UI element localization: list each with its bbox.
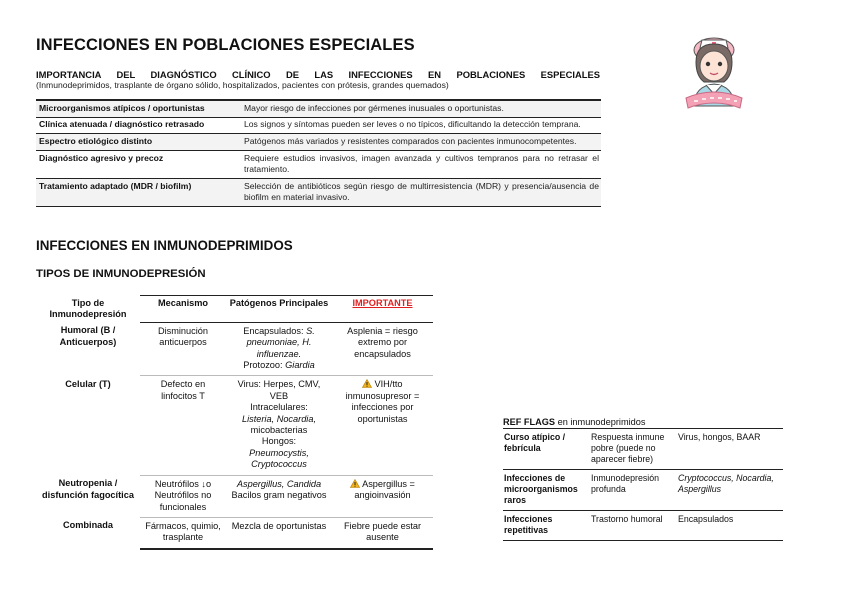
importante-text: Aspergillus = angioinvasión [354, 478, 415, 501]
pat-text: Protozoo: [243, 360, 286, 371]
ref-agents: Virus, hongos, BAAR [678, 432, 761, 442]
patogenos-cell [226, 475, 332, 517]
importante-cell: Asplenia = riesgo extremo por encapsulados [332, 322, 433, 376]
tipo-cell: Combinada [62, 520, 114, 531]
mecanismo-cell: Fármacos, quimio, trasplante [140, 517, 226, 548]
ref-flags-bold: REF FLAGS [503, 417, 556, 427]
pat-text: Bacilos gram negativos [231, 490, 327, 501]
header-importante: IMPORTANTE [332, 296, 433, 323]
ref-key: Curso atípico / febrícula [504, 432, 566, 453]
table-row [36, 475, 433, 517]
importance-value: Selección de antibióticos según riesgo de multirresistencia (MDR) y presencia/ausencia de biofilm en material invasivo. [241, 179, 601, 207]
importance-key: Tratamiento adaptado (MDR / biofilm) [36, 179, 241, 207]
importante-cell: Fiebre puede estar ausente [332, 517, 433, 548]
table-row [36, 100, 601, 117]
pat-italic: S. pneumoniae, H. influenzae. [246, 325, 315, 359]
mecanismo-cell [140, 475, 226, 517]
table-row [36, 151, 601, 179]
importance-subtitle: (Inmunodeprimidos, trasplante de órgano sólido, hospitalizados, pacientes con prótesis, grandes quemados) [36, 80, 449, 90]
table-row [503, 429, 783, 470]
warning-icon [362, 379, 372, 388]
importance-key: Microorganismos atípicos / oportunistas [36, 100, 241, 117]
tipo-cell: Humoral (B / Anticuerpos) [59, 325, 117, 347]
importance-key: Espectro etiológico distinto [36, 134, 241, 151]
mecanismo-cell: Disminución anticuerpos [140, 322, 226, 376]
ref-agents: Encapsulados [678, 514, 734, 524]
ref-desc: Respuesta inmune pobre (puede no aparecer fiebre) [591, 432, 665, 464]
nurse-logo-icon [672, 28, 756, 112]
ref-key: Infecciones de microorganismos raros [504, 473, 578, 505]
importance-heading: IMPORTANCIA DEL DIAGNÓSTICO CLÍNICO DE LAS INFECCIONES EN POBLACIONES ESPECIALES [36, 69, 600, 80]
patogenos-cell [226, 322, 332, 376]
pat-italic: Listeria, Nocardia, [241, 413, 317, 424]
ref-desc: Trastorno humoral [591, 514, 663, 524]
mecanismo-cell: Defecto en linfocitos T [140, 376, 226, 475]
header-tipo: Tipo de Inmunodepresión [49, 297, 127, 319]
importante-text: VIH/tto inmunosupresor = infecciones por oportunistas [345, 379, 420, 424]
warning-icon [350, 479, 360, 488]
section-title-inmunodeprimidos: INFECCIONES EN INMUNODEPRIMIDOS [36, 238, 293, 253]
patogenos-cell: Mezcla de oportunistas [226, 517, 332, 548]
pat-text: Virus: Herpes, CMV, VEB [237, 379, 321, 401]
page-title: INFECCIONES EN POBLACIONES ESPECIALES [36, 36, 415, 54]
ref-flags-table [503, 428, 783, 541]
tipo-cell: Neutropenia / disfunción fagocítica [42, 478, 134, 500]
ref-desc: Inmunodepresión profunda [591, 473, 659, 494]
pat-text: Intracelulares: [250, 402, 308, 413]
table-row [36, 517, 433, 548]
importante-cell [332, 475, 433, 517]
table-header-row [36, 296, 433, 323]
importance-table [36, 99, 601, 207]
table-row [36, 117, 601, 134]
importance-value: Requiere estudios invasivos, imagen avanzada y cultivos tempranos para no retrasar el tratamiento. [244, 152, 599, 174]
ref-flags-rest: en inmunodeprimidos [555, 417, 646, 427]
header-patogenos: Patógenos Principales [226, 296, 332, 323]
mecanismo-text: Neutrófilos ↓o [154, 478, 212, 489]
table-row [36, 179, 601, 207]
importance-value: Los signos y síntomas pueden ser leves o no típicos, dificultando la detección temprana. [244, 119, 581, 130]
pat-italic: Pneumocystis, Cryptococcus [249, 447, 309, 470]
pat-italic: Giardia [285, 360, 315, 371]
importante-cell [332, 376, 433, 475]
ref-key: Infecciones repetitivas [504, 514, 553, 535]
pat-italic: Aspergillus, Candida [236, 478, 322, 489]
table-row [36, 134, 601, 151]
ref-flags-title [503, 417, 645, 427]
pat-text: Hongos: [261, 436, 297, 447]
patogenos-cell [226, 376, 332, 475]
table-row [36, 376, 433, 475]
mecanismo-text: Neutrófilos no funcionales [154, 490, 212, 512]
importance-key: Clínica atenuada / diagnóstico retrasado [39, 119, 205, 130]
importance-key: Diagnóstico agresivo y precoz [39, 152, 164, 163]
importance-value: Patógenos más variados y resistentes comparados con pacientes inmunocompetentes. [241, 134, 601, 151]
table-row [503, 470, 783, 511]
section-title-tipos: TIPOS DE INMUNODEPRESIÓN [36, 268, 206, 280]
pat-text: micobacterias [250, 425, 308, 436]
table-row [503, 511, 783, 541]
importance-value: Mayor riesgo de infecciones por gérmenes inusuales o oportunistas. [241, 100, 601, 117]
header-mecanismo: Mecanismo [140, 296, 226, 323]
ref-agents: Cryptococcus, Nocardia, Aspergillus [678, 473, 774, 494]
table-row [36, 322, 433, 376]
pat-text: Encapsulados: [243, 325, 307, 336]
tipo-cell: Celular (T) [65, 378, 111, 389]
tipos-table [36, 295, 433, 550]
